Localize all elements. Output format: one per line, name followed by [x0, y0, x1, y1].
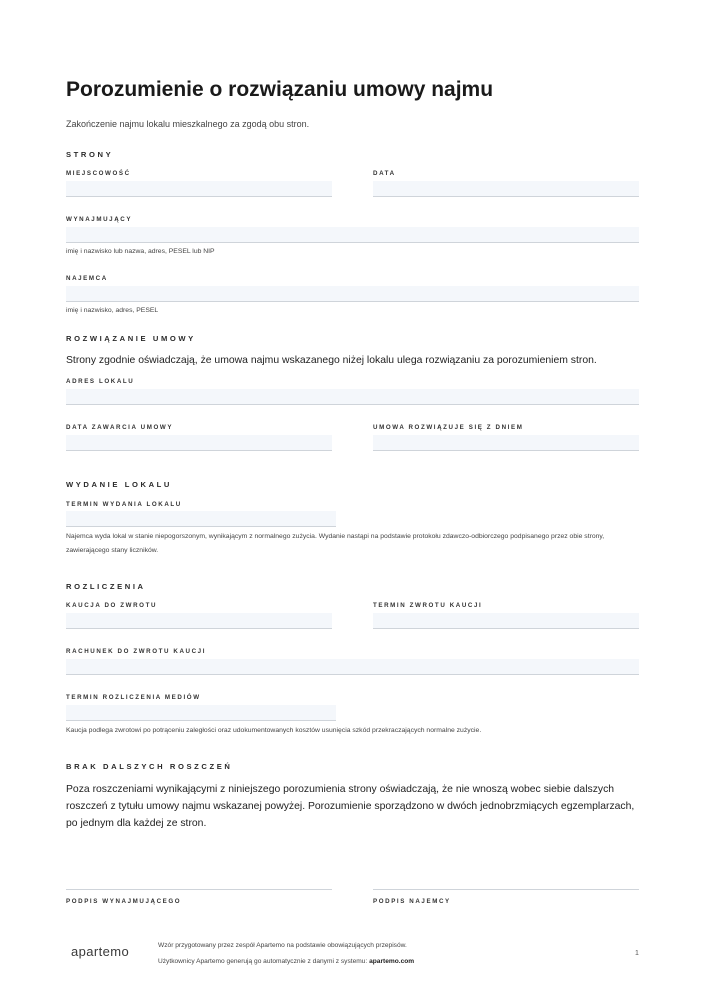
- rozwiazuje-label: UMOWA ROZWIĄZUJE SIĘ Z DNIEM: [373, 424, 524, 431]
- miejscowosc-field[interactable]: [66, 181, 332, 197]
- wynajmujacy-field[interactable]: [66, 227, 639, 243]
- adres-lokalu-field[interactable]: [66, 389, 639, 405]
- wynajmujacy-label: WYNAJMUJĄCY: [66, 216, 133, 223]
- wydanie-note: Najemca wyda lokal w stanie niepogorszonym, wynikającym z normalnego zużycia. Wydanie nastąpi na podstawie protokołu zdawczo-odbiorczego podpisanego przez obie strony, zawierającego stany liczników.: [66, 533, 605, 554]
- rachunek-label: RACHUNEK DO ZWROTU KAUCJI: [66, 648, 207, 655]
- document-subtitle: Zakończenie najmu lokalu mieszkalnego za zgodą obu stron.: [66, 119, 310, 129]
- miejscowosc-label: MIEJSCOWOŚĆ: [66, 170, 131, 177]
- data-zawarcia-field[interactable]: [66, 435, 332, 451]
- rozwiazanie-text: Strony zgodnie oświadczają, że umowa najmu wskazanego niżej lokalu ulega rozwiązaniu za porozumieniem stron.: [66, 355, 597, 366]
- signature-line-wynajmujacy: [66, 889, 332, 890]
- kaucja-field[interactable]: [66, 613, 332, 629]
- najemca-label: NAJEMCA: [66, 275, 108, 282]
- footer-line-2: [158, 958, 414, 965]
- termin-wydania-label: TERMIN WYDANIA LOKALU: [66, 501, 182, 508]
- najemca-field[interactable]: [66, 286, 639, 302]
- kaucja-label: KAUCJA DO ZWROTU: [66, 602, 158, 609]
- section-heading-roszczenia: BRAK DALSZYCH ROSZCZEŃ: [66, 762, 233, 771]
- document-title: Porozumienie o rozwiązaniu umowy najmu: [66, 78, 494, 101]
- media-label: TERMIN ROZLICZENIA MEDIÓW: [66, 694, 201, 701]
- data-field[interactable]: [373, 181, 639, 197]
- signature-line-najemca: [373, 889, 639, 890]
- wynajmujacy-hint: imię i nazwisko lub nazwa, adres, PESEL lub NIP: [66, 248, 215, 255]
- section-heading-rozliczenia: ROZLICZENIA: [66, 582, 146, 591]
- data-zawarcia-label: DATA ZAWARCIA UMOWY: [66, 424, 174, 431]
- rozwiazuje-field[interactable]: [373, 435, 639, 451]
- najemca-hint: imię i nazwisko, adres, PESEL: [66, 307, 159, 314]
- signature-label-wynajmujacy: PODPIS WYNAJMUJĄCEGO: [66, 898, 182, 905]
- section-heading-strony: STRONY: [66, 150, 114, 159]
- rachunek-field[interactable]: [66, 659, 639, 675]
- page-number: 1: [635, 950, 639, 957]
- footer-line-1: Wzór przygotowany przez zespół Apartemo na podstawie obowiązujących przepisów.: [158, 942, 407, 949]
- termin-wydania-field[interactable]: [66, 511, 336, 527]
- termin-zwrotu-field[interactable]: [373, 613, 639, 629]
- section-heading-rozwiazanie: ROZWIĄZANIE UMOWY: [66, 334, 196, 343]
- termin-zwrotu-label: TERMIN ZWROTU KAUCJI: [373, 602, 483, 609]
- footer-link[interactable]: apartemo.com: [369, 958, 415, 965]
- signature-label-najemca: PODPIS NAJEMCY: [373, 898, 451, 905]
- section-heading-wydanie: WYDANIE LOKALU: [66, 480, 173, 489]
- footer-line-2-prefix: Użytkownicy Apartemo generują go automatycznie z danymi z systemu:: [158, 958, 370, 965]
- data-label: DATA: [373, 170, 396, 177]
- roszczenia-text: Poza roszczeniami wynikającymi z niniejszego porozumienia strony oświadczają, że nie wnoszą wobec siebie dalszych roszczeń z tytułu umowy najmu wskazanej powyżej. Porozumienie sporządzono w dwóch jednobrzmiących egzemplarzach, po jednym dla każdej ze stron.: [66, 784, 635, 829]
- adres-lokalu-label: ADRES LOKALU: [66, 378, 135, 385]
- apartemo-logo: apartemo: [71, 944, 130, 959]
- rozliczenia-note: Kaucja podlega zwrotowi po potrąceniu zaległości oraz udokumentowanych kosztów usunięcia szkód przekraczających normalne zużycie.: [66, 727, 482, 734]
- media-field[interactable]: [66, 705, 336, 721]
